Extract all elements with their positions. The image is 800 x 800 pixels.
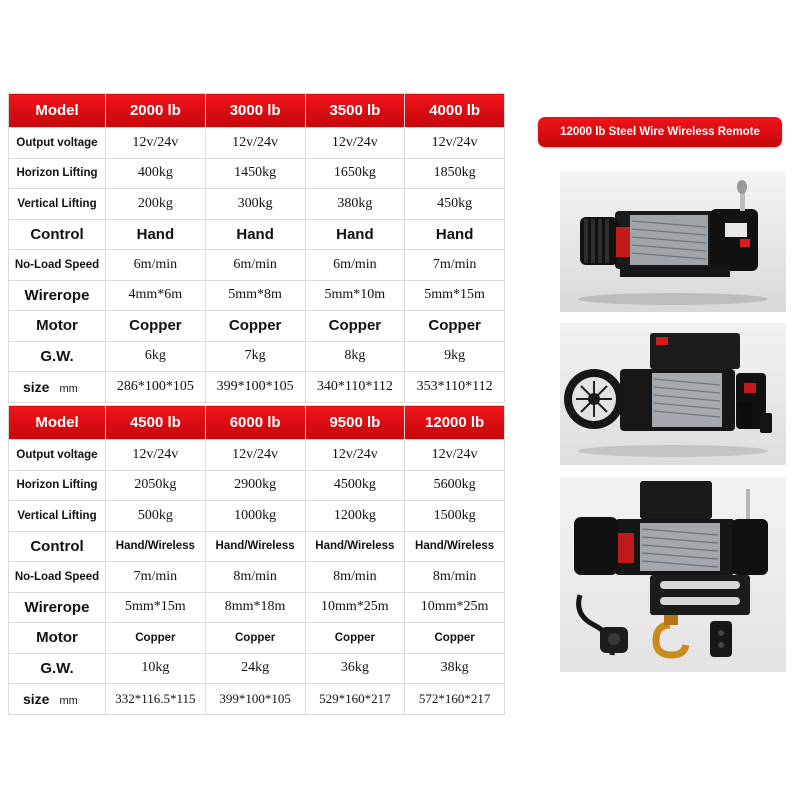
table-cell: 8m/min (405, 562, 505, 593)
table-cell: 38kg (405, 653, 505, 684)
table-cell: Hand (405, 219, 505, 250)
table-row (9, 470, 505, 501)
table-cell: 2050kg (106, 470, 206, 501)
table-cell: 12v/24v (405, 128, 505, 159)
header-cell: 6000 lb (205, 406, 305, 440)
table-cell: 1500kg (405, 501, 505, 532)
table-cell: 5600kg (405, 470, 505, 501)
table-cell: 529*160*217 (305, 684, 405, 715)
table-cell: 1850kg (405, 158, 505, 189)
table-row (9, 684, 505, 715)
table-cell: Hand/Wireless (106, 531, 206, 562)
table-cell: 7kg (205, 341, 305, 372)
table-row (9, 592, 505, 623)
winch-image (560, 171, 786, 312)
row-label (9, 372, 106, 403)
table-cell: 380kg (305, 189, 405, 220)
table-header-row (9, 406, 505, 440)
size-unit: mm (59, 382, 78, 395)
table-cell: Copper (106, 623, 206, 654)
table-cell: Copper (205, 311, 305, 342)
table-cell: 6m/min (205, 250, 305, 281)
table-cell: Hand (205, 219, 305, 250)
header-cell: 9500 lb (305, 406, 405, 440)
table-cell: 6kg (106, 341, 206, 372)
table-cell: 8mm*18m (205, 592, 305, 623)
row-label (9, 684, 106, 715)
table-cell: Hand/Wireless (405, 531, 505, 562)
table-cell: 12v/24v (405, 440, 505, 471)
table-row (9, 653, 505, 684)
table-cell: 500kg (106, 501, 206, 532)
table-cell: 7m/min (405, 250, 505, 281)
table-cell: Hand/Wireless (205, 531, 305, 562)
table-cell: 340*110*112 (305, 372, 405, 403)
winch-image (560, 477, 786, 672)
row-label: No-Load Speed (9, 562, 106, 593)
table-cell: 399*100*105 (205, 372, 305, 403)
winch-image (560, 323, 786, 465)
table-row (9, 311, 505, 342)
header-cell: Model (9, 406, 106, 440)
table-cell: 9kg (405, 341, 505, 372)
table-row (9, 189, 505, 220)
table-cell: 5mm*8m (205, 280, 305, 311)
table-cell: Copper (405, 623, 505, 654)
table-row (9, 562, 505, 593)
row-label: Output voltage (9, 440, 106, 471)
winch-photo-3 (560, 477, 786, 672)
table-cell: 12v/24v (106, 440, 206, 471)
table-cell: 1650kg (305, 158, 405, 189)
row-label: Vertical Lifting (9, 501, 106, 532)
table-row (9, 623, 505, 654)
table-cell: 286*100*105 (106, 372, 206, 403)
table-cell: 6m/min (305, 250, 405, 281)
table-cell: Copper (106, 311, 206, 342)
row-label: Wirerope (9, 592, 106, 623)
winch-photo-1 (560, 171, 786, 312)
spec-table-1 (8, 93, 505, 403)
table-cell: Hand (305, 219, 405, 250)
table-cell: 1000kg (205, 501, 305, 532)
table-cell: Hand/Wireless (305, 531, 405, 562)
row-label: Motor (9, 311, 106, 342)
row-label: G.W. (9, 653, 106, 684)
table-cell: Copper (305, 623, 405, 654)
table-cell: 4500kg (305, 470, 405, 501)
table-cell: 7m/min (106, 562, 206, 593)
table-cell: 8m/min (305, 562, 405, 593)
row-label: Horizon Lifting (9, 158, 106, 189)
row-label: Control (9, 219, 106, 250)
table-cell: 10mm*25m (405, 592, 505, 623)
row-label: Motor (9, 623, 106, 654)
header-cell: 4500 lb (106, 406, 206, 440)
spec-table-2 (8, 405, 505, 715)
header-cell: 4000 lb (405, 94, 505, 128)
table-cell: 2900kg (205, 470, 305, 501)
table-row (9, 341, 505, 372)
table-cell: 12v/24v (205, 440, 305, 471)
table-cell: 8m/min (205, 562, 305, 593)
row-label: No-Load Speed (9, 250, 106, 281)
product-banner: 12000 lb Steel Wire Wireless Remote (538, 117, 782, 147)
header-cell: 3000 lb (205, 94, 305, 128)
table-cell: 12v/24v (106, 128, 206, 159)
table-cell: 332*116.5*115 (106, 684, 206, 715)
table-cell: 5mm*15m (405, 280, 505, 311)
table-row (9, 280, 505, 311)
table-header-row (9, 94, 505, 128)
table-row (9, 219, 505, 250)
table-row (9, 501, 505, 532)
table-cell: 450kg (405, 189, 505, 220)
table-cell: 12v/24v (305, 128, 405, 159)
header-cell: 3500 lb (305, 94, 405, 128)
table-cell: Hand (106, 219, 206, 250)
table-cell: 5mm*15m (106, 592, 206, 623)
table-cell: 572*160*217 (405, 684, 505, 715)
table-cell: 1200kg (305, 501, 405, 532)
table-row (9, 531, 505, 562)
table-cell: 12v/24v (305, 440, 405, 471)
table-row (9, 128, 505, 159)
table-cell: 353*110*112 (405, 372, 505, 403)
row-label: Wirerope (9, 280, 106, 311)
table-cell: 5mm*10m (305, 280, 405, 311)
table-cell: 36kg (305, 653, 405, 684)
winch-photo-2 (560, 323, 786, 465)
table-row (9, 440, 505, 471)
header-cell: Model (9, 94, 106, 128)
table-cell: 10kg (106, 653, 206, 684)
table-cell: 6m/min (106, 250, 206, 281)
table-cell: 400kg (106, 158, 206, 189)
size-label: size (23, 690, 50, 707)
table-cell: 24kg (205, 653, 305, 684)
size-unit: mm (59, 694, 78, 707)
table-cell: 8kg (305, 341, 405, 372)
table-cell: 399*100*105 (205, 684, 305, 715)
table-cell: 4mm*6m (106, 280, 206, 311)
table-cell: 10mm*25m (305, 592, 405, 623)
table-cell: Copper (205, 623, 305, 654)
header-cell: 12000 lb (405, 406, 505, 440)
table-cell: 12v/24v (205, 128, 305, 159)
table-row (9, 250, 505, 281)
row-label: G.W. (9, 341, 106, 372)
table-cell: 200kg (106, 189, 206, 220)
size-label: size (23, 378, 50, 395)
table-row (9, 158, 505, 189)
row-label: Vertical Lifting (9, 189, 106, 220)
row-label: Control (9, 531, 106, 562)
table-cell: 1450kg (205, 158, 305, 189)
table-cell: 300kg (205, 189, 305, 220)
row-label: Output voltage (9, 128, 106, 159)
table-cell: Copper (405, 311, 505, 342)
table-cell: Copper (305, 311, 405, 342)
table-row (9, 372, 505, 403)
header-cell: 2000 lb (106, 94, 206, 128)
row-label: Horizon Lifting (9, 470, 106, 501)
